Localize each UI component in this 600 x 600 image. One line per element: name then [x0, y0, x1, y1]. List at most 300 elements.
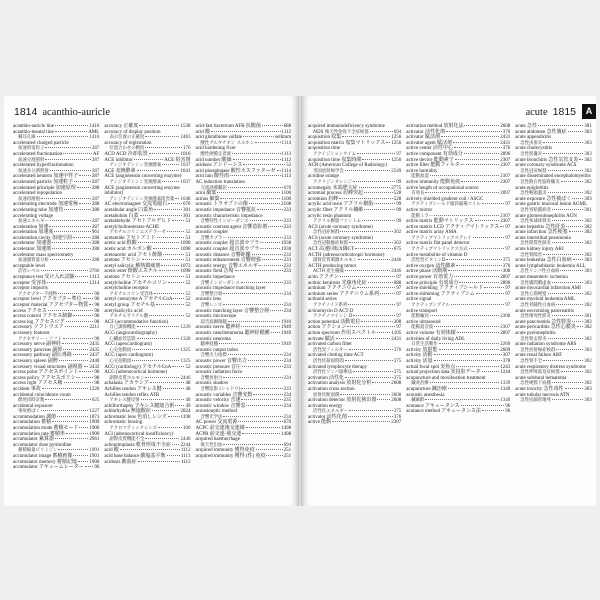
index-term: acceptor material アクセプター物質	[13, 303, 89, 308]
dot-leader	[543, 360, 583, 361]
dot-leader	[271, 332, 281, 333]
index-page-ref: 1100	[281, 191, 292, 197]
dot-leader	[75, 276, 88, 277]
index-term: AC induction translation	[195, 179, 245, 185]
index-term: 能動ミラー	[411, 213, 434, 219]
index-page-ref: 1340	[500, 398, 511, 404]
index-term: acceptor 受容体	[13, 280, 47, 286]
dot-leader	[156, 304, 184, 305]
index-page-ref: 98	[94, 291, 100, 297]
index-term: acidosis 酸血症	[104, 459, 137, 465]
index-page-ref: 234	[283, 392, 292, 398]
index-term: 聴神経腫	[200, 342, 219, 348]
index-page-ref: 694	[393, 129, 402, 135]
index-term: accessory nerve 副神経	[13, 342, 62, 348]
dot-leader	[353, 315, 395, 316]
index-page-ref: 1871	[89, 414, 100, 420]
index-page-ref: 1037	[180, 163, 191, 169]
index-term: acoustic impedance 音響抵抗	[195, 207, 256, 213]
dot-leader	[219, 343, 280, 344]
index-term: acute disseminated encephalomyelitis	[515, 174, 591, 180]
dot-leader	[456, 366, 499, 367]
index-page-ref: 1900	[89, 426, 100, 432]
index-term: アクティブシールド傾斜磁場コイル	[411, 202, 481, 208]
dot-leader	[552, 220, 583, 221]
dot-leader	[484, 287, 504, 288]
index-page-ref: 302	[584, 230, 592, 236]
index-term: achillorrhaphy アキレス腱縫合術	[104, 403, 175, 409]
index-page-ref: 234	[283, 358, 292, 364]
index-term: achromatic lensing	[104, 420, 143, 426]
dot-leader	[77, 187, 91, 188]
index-term: 活性炭フィルター	[313, 347, 348, 353]
index-term: acetic ester 酢酸エステル	[104, 269, 158, 275]
dot-leader	[473, 237, 505, 238]
index-page-ref: 96	[505, 409, 511, 415]
index-term: アクリジンオレンジ	[313, 179, 353, 185]
index-page-ref: 234	[283, 414, 292, 420]
index-term: acetyl salicylic 解熱鎮痛剤	[104, 263, 161, 269]
index-term: acute lymphoblastic leukemia ALL	[515, 263, 586, 269]
index-page-ref: 2307	[500, 325, 511, 331]
dot-leader	[552, 382, 583, 383]
dot-leader	[134, 159, 163, 160]
index-term: acoustic lens	[195, 297, 222, 303]
index-page-ref: 1328	[180, 336, 191, 342]
index-page-ref: 302	[584, 381, 592, 387]
thumb-index-tab: A	[582, 104, 596, 119]
index-term: acid hardening fixer	[195, 146, 236, 152]
index-term: active volume 有効体積	[406, 330, 456, 336]
index-term: acoustic power 音響出力	[195, 358, 247, 364]
page-number-left: 1814	[14, 106, 38, 118]
index-term: acini 細葉	[195, 191, 217, 197]
index-term: actinomycin D ACT D	[308, 308, 354, 314]
index-page-ref: 233	[283, 364, 292, 370]
index-page-ref: 52	[185, 230, 191, 236]
index-page-ref: 288	[91, 207, 100, 213]
index-term: acoustic coupler 超音波カプラー	[195, 241, 265, 247]
index-term: acute coronary syndrome ACS	[515, 163, 577, 169]
index-page-ref: 1949	[281, 325, 292, 331]
dot-leader	[252, 254, 283, 255]
index-page-ref: 2108	[281, 202, 292, 208]
index-page-ref: 287	[91, 219, 100, 225]
index-term: ACG (cardiology) アセチルCoA	[104, 364, 172, 370]
dot-leader	[548, 192, 584, 193]
index-term: 加速荷電粒子	[18, 146, 45, 152]
index-term: acetylcholine receptor	[104, 286, 149, 292]
index-page-ref: 1900	[89, 420, 100, 426]
index-term: accidental exposure	[13, 403, 53, 409]
index-term: ACTH (adrenocorticotropic hormone)	[308, 252, 385, 258]
dot-leader	[348, 416, 393, 417]
index-page-ref: 688	[283, 124, 292, 129]
index-term: accumulation rate 蓄積率	[13, 431, 65, 437]
index-page-ref: 97	[505, 235, 511, 241]
dot-leader	[162, 164, 179, 165]
dot-leader	[355, 248, 393, 249]
dot-leader	[145, 147, 182, 148]
index-page-ref: 52	[185, 303, 191, 308]
dot-leader	[79, 371, 93, 372]
index-page-ref: 233	[283, 252, 292, 258]
index-term: acetone アセトン	[104, 275, 141, 281]
index-term: acoustic coupler	[195, 230, 229, 236]
index-term: アクイジションタイム	[313, 151, 357, 157]
index-term: accelerated charged particle	[13, 140, 69, 146]
index-term: 活性化エネルギー	[313, 409, 349, 415]
index-term: activated carbon filter	[308, 342, 352, 348]
index-term: accumulator dose pyrimidine	[13, 442, 72, 448]
index-page-ref: 1113	[281, 174, 292, 180]
index-term: acute glomerulonephritis AGN	[515, 213, 577, 219]
index-term: active humidity	[406, 168, 438, 174]
index-page-ref: 1048	[180, 196, 191, 202]
dot-leader	[358, 259, 390, 260]
index-term: accelerated repopulation	[13, 191, 62, 197]
dot-leader	[141, 399, 185, 400]
index-term: 加速分割照射	[18, 157, 45, 163]
index-term: 急性虫垂炎	[520, 140, 543, 146]
index-term: 急性糸球体腎炎	[520, 219, 551, 225]
index-term: 米国放射線学会	[313, 168, 344, 174]
dot-leader	[569, 231, 584, 232]
index-page-ref: 97	[396, 303, 402, 308]
index-term: acceptor impurity	[13, 286, 49, 292]
index-term: action potential 活動電位	[308, 319, 361, 325]
dot-leader	[556, 304, 583, 305]
index-term: acoustic contrast agent 音響造影剤	[195, 224, 268, 230]
dot-leader	[448, 388, 499, 389]
index-term: Achilles tendon アキレス腱	[104, 386, 162, 392]
index-term: 酸性グルタチオン スルホン	[200, 140, 255, 146]
index-term: active matrix flat panel detector	[406, 241, 470, 247]
dot-leader	[73, 455, 88, 456]
dot-leader	[63, 153, 92, 154]
index-page-ref: 2483	[180, 135, 191, 141]
index-term: acceptance test 受け入れ試験	[13, 275, 75, 281]
guide-word-left: acanthio-auricle	[42, 107, 110, 118]
dot-leader	[548, 170, 584, 171]
index-term: 放射化断面積	[313, 392, 340, 398]
index-page-ref: 288	[91, 241, 100, 247]
index-page-ref: 2608	[500, 124, 511, 129]
index-term: accumulator memory 蓄積記憶	[13, 459, 77, 465]
index-page-ref: 2446	[391, 258, 402, 264]
index-term: アクチノマイシン D	[313, 314, 353, 320]
index-term: 位置合わせの精度	[109, 146, 145, 152]
dot-leader	[441, 136, 499, 137]
index-page-ref: 234	[283, 308, 292, 314]
index-page-ref: 1100	[281, 196, 292, 202]
dot-leader	[168, 203, 182, 204]
index-page-ref: 51	[185, 275, 191, 281]
index-term: accelerating tube 加速管	[13, 207, 64, 213]
index-term: acute exposure 急性被ばく	[515, 196, 572, 202]
index-page-ref: 670	[283, 420, 292, 426]
index-page-ref: 1214	[89, 280, 100, 286]
index-term: 加速多分割照射	[18, 168, 49, 174]
index-term: 急性腎不全	[520, 358, 543, 364]
index-term: acoustooptic method	[195, 409, 237, 415]
index-term: acoustic matching layer 音響整合層	[195, 308, 270, 314]
index-term: accessory visual structures 副視器	[13, 364, 83, 370]
index-term: acute infarction 急性梗塞	[515, 230, 568, 236]
index-page-ref: AF	[92, 151, 100, 157]
index-term: active shimming アクティブシム	[406, 291, 475, 297]
dot-leader	[454, 147, 502, 148]
index-page-ref: 302	[393, 230, 402, 236]
dot-leader	[345, 360, 393, 361]
index-term: 音響レンズ	[200, 303, 223, 308]
dot-leader	[137, 338, 180, 339]
index-page-ref: 1244	[500, 370, 511, 376]
index-page-ref: 2307	[500, 157, 511, 163]
index-term: acute pancreatitis 急性膵炎	[515, 319, 572, 325]
index-term: 急性腸間膜虚血	[520, 280, 551, 286]
index-term: acetylsalicylic acid	[104, 308, 143, 314]
dot-leader	[543, 153, 583, 154]
dot-leader	[543, 142, 583, 143]
index-term: 能動加湿	[411, 174, 429, 180]
index-term: 加速再増殖	[18, 196, 40, 202]
dot-leader	[73, 237, 91, 238]
index-term: 急性胆嚢炎	[520, 151, 543, 157]
index-term: アンジオテンシン変換酵素	[109, 179, 162, 185]
index-term: アクセサリー・ソフト	[18, 336, 62, 342]
dot-leader	[138, 461, 180, 462]
index-page-ref: 97	[505, 303, 511, 308]
dot-leader	[138, 242, 180, 243]
index-term: access log アクセスログ	[13, 319, 65, 325]
index-term: acetabular angle 臼蓋角	[104, 207, 154, 213]
index-term: acute epiglottitis	[515, 185, 549, 191]
index-page-ref: 303	[584, 386, 592, 392]
index-term: 急性骨髄性白血病	[520, 303, 556, 308]
index-page-ref: 670	[182, 202, 191, 208]
index-term: acetoacetic acid アセト酢酸	[104, 252, 163, 258]
dot-leader	[48, 310, 93, 311]
index-term: active signal	[406, 297, 432, 303]
index-page-ref: 2431	[500, 140, 511, 146]
index-term: 加速エネルギー	[18, 219, 49, 225]
dot-leader	[230, 175, 280, 176]
index-page-ref: 98	[94, 375, 100, 381]
index-page-ref: 233	[283, 235, 292, 241]
index-term: 自己調節機能	[109, 325, 136, 331]
dot-leader	[175, 198, 179, 199]
index-term: active 能動	[308, 420, 332, 426]
index-term: 偶発同時計数	[18, 398, 45, 404]
dot-leader	[430, 315, 499, 316]
index-term: 音響カプラー	[200, 235, 227, 241]
index-term: accelerated neutron 加速中性子	[13, 174, 79, 180]
dot-leader	[242, 366, 283, 367]
index-page-ref: 1016	[180, 151, 191, 157]
index-term: active oxygen 活性酸素	[406, 263, 456, 269]
index-page-ref: 251	[283, 454, 292, 460]
index-page-ref: 1340	[500, 386, 511, 392]
index-page-ref: 675	[393, 247, 402, 253]
index-term: ACF (accommodative function)	[104, 319, 169, 325]
dot-leader	[50, 170, 91, 171]
index-page-ref: 302	[584, 168, 592, 174]
dot-leader	[430, 175, 499, 176]
dot-leader	[45, 159, 90, 160]
index-term: 急性腎障害	[520, 252, 543, 258]
index-term: acutance method アキュータンス法	[406, 409, 481, 415]
index-term: acute tubular necrosis ATN	[515, 392, 570, 398]
index-page-ref: 2431	[391, 336, 402, 342]
index-page-ref: 303	[584, 258, 592, 264]
dot-leader	[241, 388, 282, 389]
index-page-ref: 2431	[500, 135, 511, 141]
index-term: acoustic energy 音響エネルギー	[195, 263, 263, 269]
index-term: 急性硬膜下血腫	[520, 381, 551, 387]
index-term: acoustic output index	[195, 347, 239, 353]
dot-leader	[55, 131, 88, 132]
index-page-ref: 287	[91, 179, 100, 185]
dot-leader	[73, 315, 93, 316]
dot-leader	[167, 231, 185, 232]
index-page-ref: 302	[584, 325, 592, 331]
dot-leader	[154, 209, 182, 210]
dot-leader	[223, 293, 282, 294]
dot-leader	[145, 377, 179, 378]
index-page-ref: 49	[185, 403, 191, 409]
dot-leader	[270, 310, 282, 311]
index-page-ref: 287	[91, 168, 100, 174]
index-page-ref: 378	[502, 358, 511, 364]
index-term: active power 有効電力	[406, 275, 454, 281]
index-page-ref: 234	[283, 375, 292, 381]
dot-leader	[161, 265, 179, 266]
page-number-right: 1815	[552, 106, 576, 118]
index-term: achromatic lens 色消しレンズ	[104, 414, 167, 420]
index-page-ref: 97	[396, 275, 402, 281]
index-term: acoustic トラオプトの像	[195, 202, 248, 208]
index-page-ref: 302	[584, 303, 592, 308]
index-term: アクロマティックレンズ	[109, 426, 157, 432]
index-term: ACS (acute coronary syndrome)	[308, 224, 373, 230]
index-term: active center 活性中心	[406, 146, 453, 152]
index-page-ref: 2897	[500, 275, 511, 281]
dot-leader	[168, 282, 185, 283]
index-page-ref: 302	[584, 157, 592, 163]
dot-leader	[434, 360, 502, 361]
index-term: activation cross section	[308, 386, 355, 392]
dot-leader	[65, 326, 89, 327]
index-entry	[515, 398, 592, 404]
dot-leader	[220, 198, 280, 199]
index-term: 急性喉頭蓋炎	[520, 191, 547, 197]
index-page-ref: 303	[584, 151, 592, 157]
left-page	[4, 96, 298, 506]
index-page-ref: 1098	[180, 269, 191, 275]
index-page-ref: 1112	[281, 129, 292, 135]
index-term: active immunity 能動免疫	[406, 179, 461, 185]
dot-leader	[556, 349, 583, 350]
index-term: activate 賦活	[308, 336, 335, 342]
index-term: accessory spleen 副脾	[13, 358, 58, 364]
index-page-ref: 2549	[391, 168, 402, 174]
index-page-ref: 1098	[180, 241, 191, 247]
index-page-ref: 308	[502, 269, 511, 275]
dot-leader	[425, 192, 499, 193]
index-page-ref: 2897	[500, 330, 511, 336]
index-page-ref: 303	[584, 347, 592, 353]
index-page-ref: 2608	[391, 381, 402, 387]
index-page-ref: 2446	[180, 437, 191, 443]
dot-leader	[439, 343, 500, 344]
index-page-ref: 51	[185, 252, 191, 258]
index-term: 急性リンパ性白血病	[520, 269, 560, 275]
dot-leader	[223, 377, 282, 378]
index-page-ref: 376	[502, 146, 511, 152]
index-page-ref: 288	[91, 202, 100, 208]
index-page-ref: 1938	[281, 247, 292, 253]
index-page-ref: 2435	[89, 347, 100, 353]
index-page-ref: 234	[283, 291, 292, 297]
index-term: acoustic coupler 超音波カプラー	[195, 247, 265, 253]
index-page-ref: 303	[584, 140, 592, 146]
index-term: acoustic shadow	[195, 381, 229, 387]
index-page-ref: 2244	[180, 442, 191, 448]
index-term: accumulation mode 蓄積モード	[13, 426, 79, 432]
dot-leader	[85, 466, 94, 467]
dot-leader	[266, 455, 282, 456]
index-page-ref: 1256	[391, 135, 402, 141]
index-term: accelerated principle 加速原理	[13, 185, 76, 191]
index-page-ref: 96	[94, 465, 100, 471]
index-page-ref: 99	[396, 179, 402, 185]
index-term: activation 活性化	[308, 375, 344, 381]
dot-leader	[255, 142, 280, 143]
right-page	[302, 96, 596, 506]
index-page-ref: 233	[283, 258, 292, 264]
index-page-ref: 97	[396, 286, 402, 292]
dot-leader	[158, 427, 182, 428]
index-term: active matrix array AMA	[406, 230, 457, 236]
index-page-ref: 688	[393, 280, 402, 286]
index-page-ref: 302	[584, 252, 592, 258]
dot-leader	[172, 366, 184, 367]
index-page-ref: 1900	[89, 459, 100, 465]
left-columns	[13, 124, 291, 490]
dot-leader	[74, 181, 91, 182]
index-page-ref: 288	[91, 258, 100, 264]
dot-leader	[353, 371, 393, 372]
dot-leader	[223, 444, 282, 445]
index-term: acoustic microscope	[195, 314, 237, 320]
index-term: 急性冠動脈症候群	[313, 241, 349, 247]
dot-leader	[434, 326, 499, 327]
index-page-ref: 98	[94, 381, 100, 387]
index-term: 鍼麻酔	[411, 398, 425, 404]
index-term: 急性間質性肺炎	[520, 241, 551, 247]
index-page-ref: 301	[182, 213, 191, 219]
dot-leader	[357, 153, 395, 154]
dot-leader	[466, 164, 499, 165]
index-term: 急性壊死性膵炎	[520, 314, 551, 320]
dot-leader	[577, 326, 584, 327]
index-term: acridine orange	[308, 174, 339, 180]
index-page-ref: 287	[91, 196, 100, 202]
index-term: actual focal spot 実焦点	[406, 364, 456, 370]
index-page-ref: 97	[396, 325, 402, 331]
index-term: acetamide アセトアミド	[104, 235, 156, 241]
